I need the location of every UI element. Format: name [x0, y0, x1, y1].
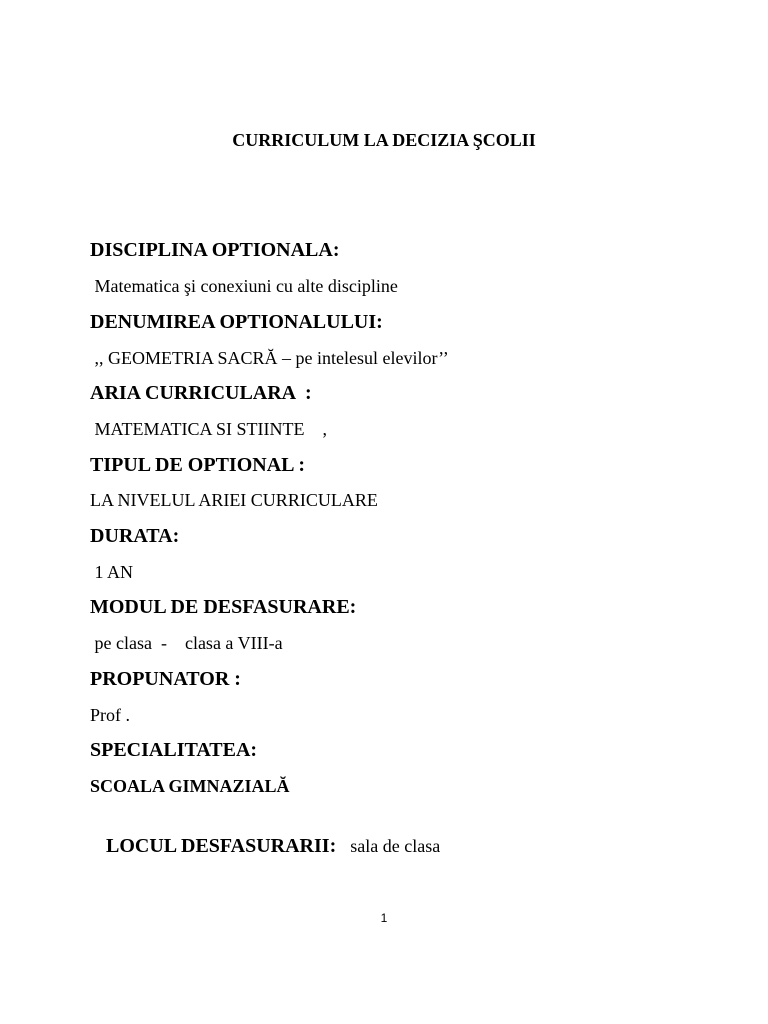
specialitatea-label: SPECIALITATEA:	[90, 739, 258, 761]
specialitatea-value: SCOALA GIMNAZIALĂ	[90, 776, 290, 796]
propunator-value: Prof .	[90, 705, 130, 725]
denumirea-value: ,, GEOMETRIA SACRĂ – pe intelesul elevilor’’	[90, 348, 449, 368]
aria-value: MATEMATICA SI STIINTE ,	[90, 419, 327, 439]
denumirea-label: DENUMIREA OPTIONALULUI:	[90, 311, 383, 333]
page-number: 1	[380, 911, 388, 925]
document-title: CURRICULUM LA DECIZIA ŞCOLII	[232, 130, 536, 150]
locul-row	[90, 810, 440, 884]
disciplina-label: DISCIPLINA OPTIONALA:	[90, 239, 340, 261]
tipul-value: LA NIVELUL ARIEI CURRICULARE	[90, 490, 378, 510]
disciplina-value: Matematica şi conexiuni cu alte discipline	[90, 276, 398, 296]
tipul-label: TIPUL DE OPTIONAL :	[90, 454, 306, 476]
modul-label: MODUL DE DESFASURARE:	[90, 596, 357, 618]
locul-value: sala de clasa	[350, 836, 441, 856]
aria-label: ARIA CURRICULARA :	[90, 382, 312, 404]
durata-value: 1 AN	[90, 562, 134, 582]
modul-value: pe clasa - clasa a VIII-a	[90, 633, 283, 653]
locul-label: LOCUL DESFASURARII:	[106, 835, 337, 857]
durata-label: DURATA:	[90, 525, 180, 547]
propunator-label: PROPUNATOR :	[90, 668, 241, 690]
